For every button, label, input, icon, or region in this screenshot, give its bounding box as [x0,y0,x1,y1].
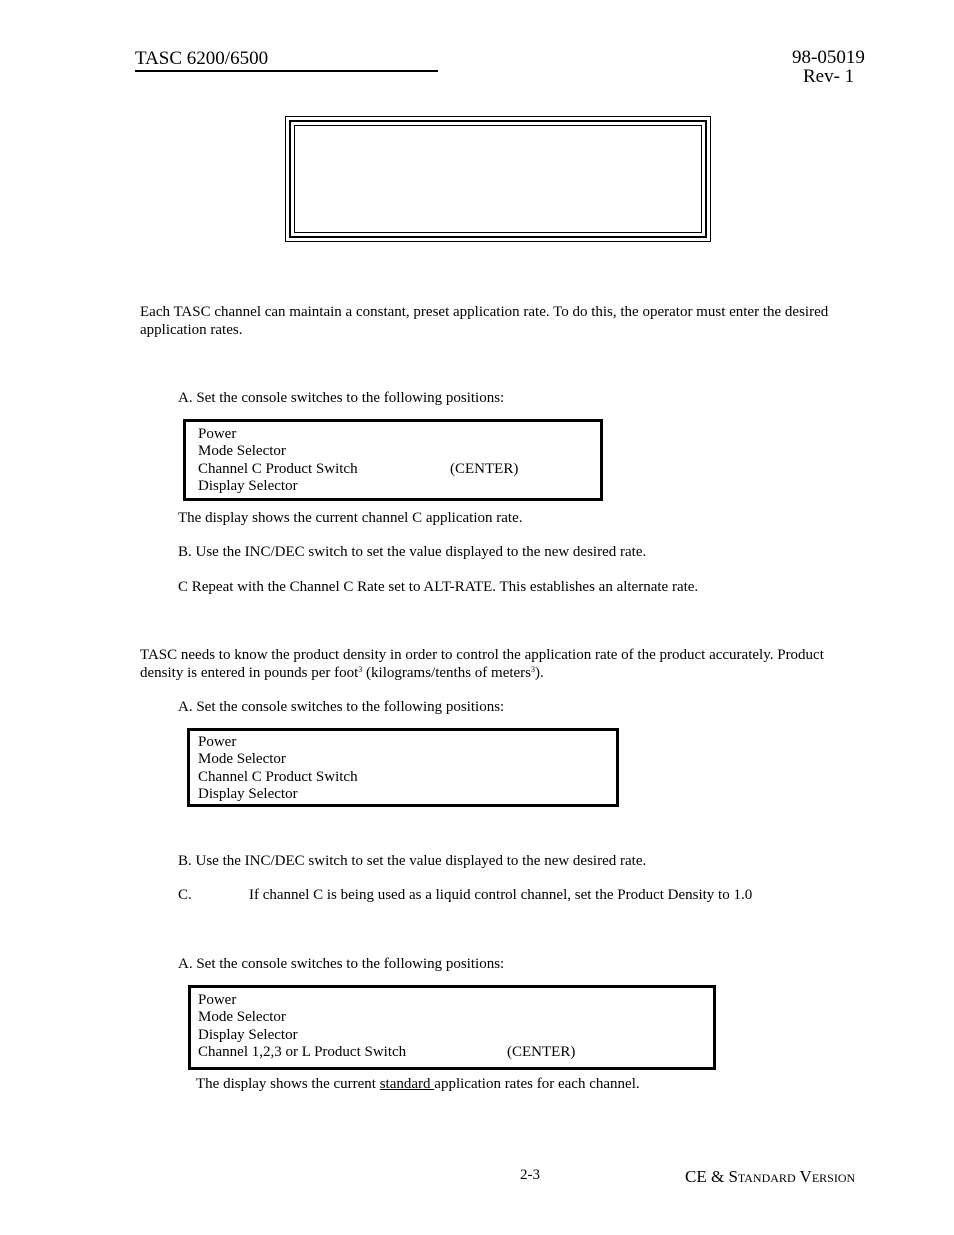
switch-label: Display Selector [198,477,298,494]
switch-row [198,1009,713,1026]
section1-display-note: The display shows the current channel C application rate. [178,510,523,526]
section2-step-c-text: If channel C is being used as a liquid control channel, set the Product Density to 1.0 [249,887,753,903]
switch-row [198,734,616,751]
section3-switch-box [188,985,716,1070]
switch-label: Power [198,426,237,442]
switch-row [198,992,713,1009]
section2-step-c-label: C. [178,887,192,903]
display-note-after: application rates for each channel. [434,1076,640,1092]
switch-row [198,478,600,495]
switch-row [198,751,616,768]
switch-label: Channel C Product Switch [198,768,358,785]
title-frame-innermost [294,125,702,233]
section2-switch-box [187,728,619,807]
switch-label: Display Selector [198,1026,298,1043]
switch-row [198,426,600,443]
superscript: 3 [531,665,536,674]
switch-row [198,461,600,478]
section1-paragraph: Each TASC channel can maintain a constant, preset application rate. To do this, the operator must enter the desired application rates. [140,304,829,338]
header-title: TASC 6200/6500 [135,48,269,69]
header-doc-number: 98-05019 [792,47,865,68]
section1-step-a: A. Set the console switches to the following positions: [178,390,505,406]
superscript: 3 [358,665,363,674]
section2-step-a: A. Set the console switches to the following positions: [178,699,505,715]
section2-paragraph [140,646,865,682]
section1-step-c: C Repeat with the Channel C Rate set to ALT-RATE. This establishes an alternate rate. [178,579,699,595]
header-revision: Rev- 1 [803,66,855,87]
section2-paragraph-part3: ). [535,665,544,681]
footer-version: CE & Standard Version [685,1167,856,1186]
switch-value: (CENTER) [450,460,519,477]
footer-page-number: 2-3 [520,1167,540,1183]
switch-label: Power [198,992,237,1008]
switch-row [198,1044,713,1061]
switch-label: Channel C Product Switch [198,460,358,477]
section1-step-b: B. Use the INC/DEC switch to set the value displayed to the new desired rate. [178,544,647,560]
section2-paragraph-part1: TASC needs to know the product density in order to control the application rate of the product accurately. Product density is entered in pounds per foot [140,647,824,681]
section1-switch-box [183,419,603,501]
display-note-before: The display shows the current [196,1076,380,1092]
switch-value: (CENTER) [507,1043,576,1060]
header-underline [135,70,438,72]
title-frame [285,116,711,242]
section2-paragraph-part2: (kilograms/tenths of meters [362,665,532,681]
switch-label: Display Selector [198,785,298,802]
display-note-underlined: standard [379,1076,435,1092]
switch-row [198,769,616,786]
switch-label: Mode Selector [198,443,286,460]
switch-row [198,443,600,460]
section3-display-note [196,1075,640,1093]
section3-step-a: A. Set the console switches to the following positions: [178,956,505,972]
switch-label: Mode Selector [198,751,286,768]
switch-row [198,786,616,803]
switch-label: Channel 1,2,3 or L Product Switch [198,1043,407,1060]
switch-label: Mode Selector [198,1009,286,1026]
switch-row [198,1027,713,1044]
section2-step-b: B. Use the INC/DEC switch to set the value displayed to the new desired rate. [178,853,647,869]
title-frame-inner [289,120,707,238]
switch-label: Power [198,734,237,750]
